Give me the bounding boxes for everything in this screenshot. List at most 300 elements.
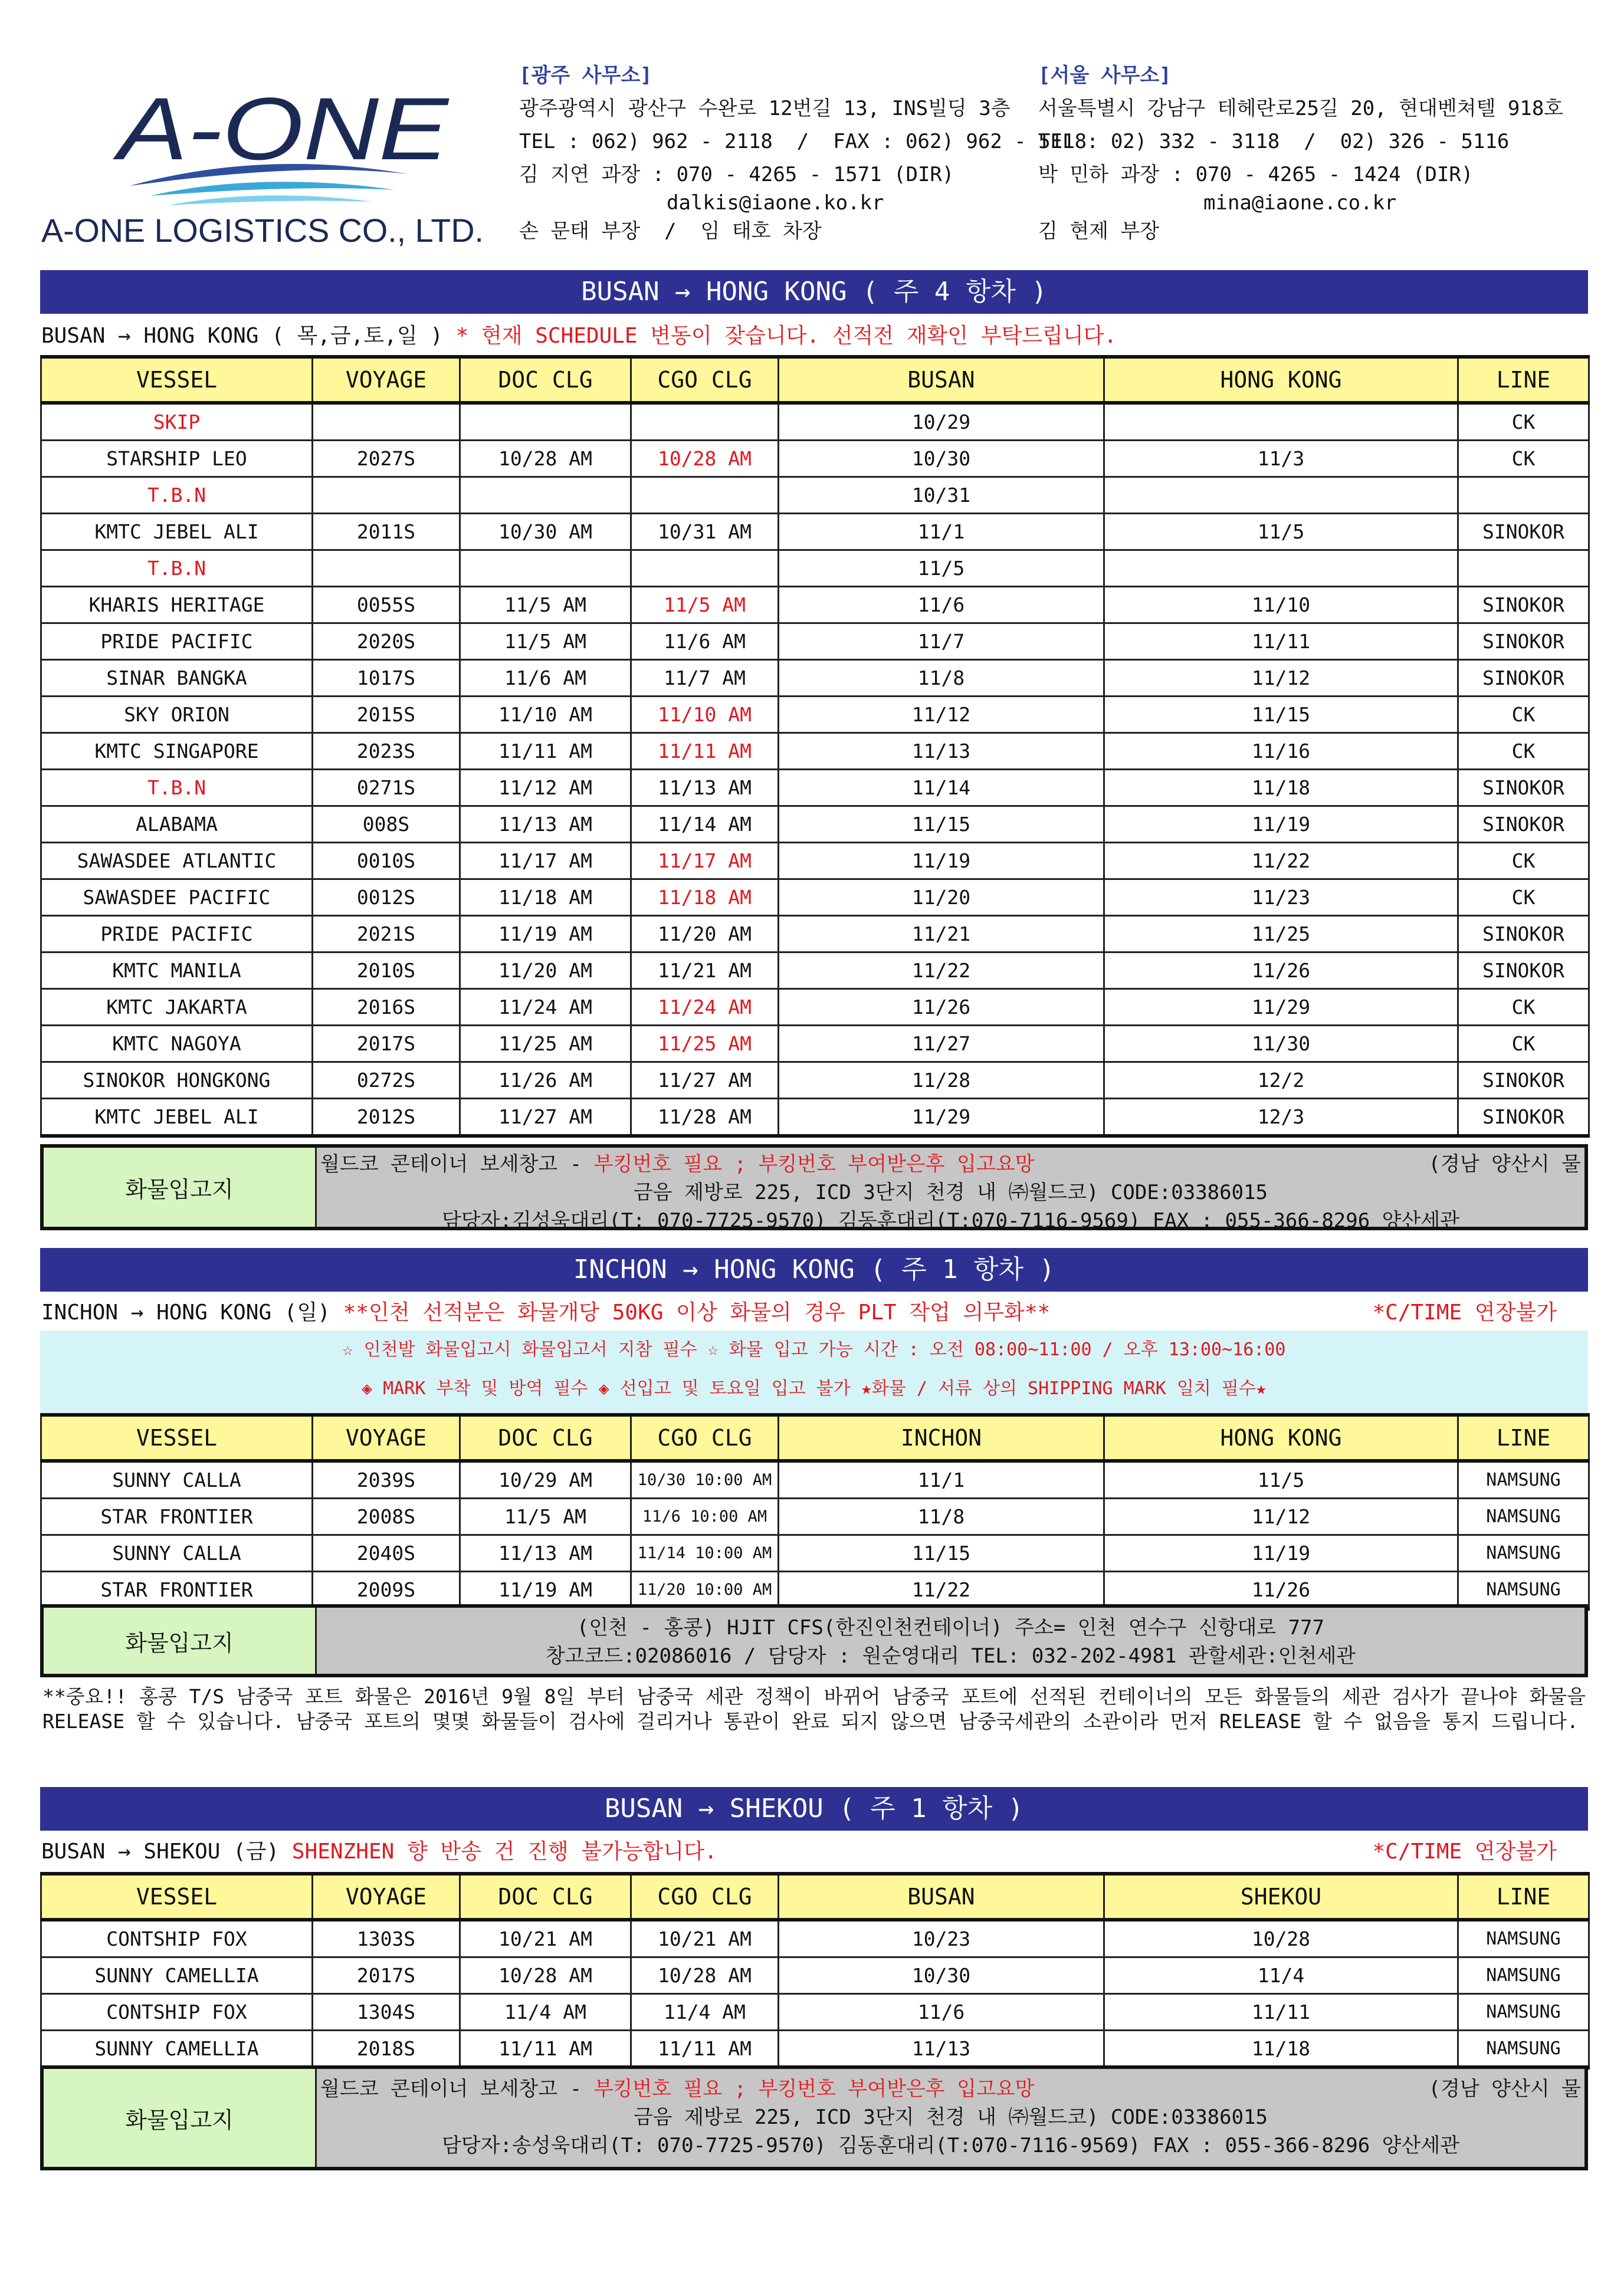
seoul-contact: 박 민하 과장 : 070 - 4265 - 1424 (DIR) (1038, 163, 1474, 186)
schedule-table-busan-hongkong (40, 355, 1590, 1138)
vessel-cell: KMTC JEBEL ALI (41, 1099, 313, 1136)
doc-clg-cell: 11/5 AM (460, 1499, 631, 1535)
table-row (41, 2031, 1589, 2068)
arrival-cell: 12/2 (1104, 1062, 1458, 1099)
vessel-cell: KMTC SINGAPORE (41, 733, 313, 770)
seoul-address: 서울특별시 강남구 테헤란로25길 20, 현대벤쳐텔 918호 (1038, 97, 1564, 120)
vessel-cell: KMTC JAKARTA (41, 989, 313, 1026)
arrival-cell: 11/19 (1104, 1535, 1458, 1572)
line-cell: NAMSUNG (1458, 1461, 1589, 1499)
cgo-clg-header: CGO CLG (631, 357, 779, 403)
line-cell: CK (1458, 441, 1589, 477)
departure-cell: 11/7 (779, 623, 1104, 660)
voyage-cell: 2011S (313, 514, 460, 550)
cgo-clg-cell: 11/14 10:00 AM (631, 1535, 779, 1572)
arrival-port-header: HONG KONG (1104, 357, 1458, 403)
doc-clg-cell (460, 477, 631, 514)
doc-clg-cell: 11/13 AM (460, 1535, 631, 1572)
arrival-cell (1104, 403, 1458, 441)
line-cell: SINOKOR (1458, 806, 1589, 843)
inchon-notes (40, 1331, 1588, 1413)
voyage-cell (313, 550, 460, 587)
vessel-cell: STAR FRONTIER (41, 1572, 313, 1610)
voyage-cell: 2012S (313, 1099, 460, 1136)
doc-clg-cell: 11/25 AM (460, 1026, 631, 1062)
voyage-cell: 1017S (313, 660, 460, 697)
vessel-cell: STARSHIP LEO (41, 441, 313, 477)
line-cell: NAMSUNG (1458, 1994, 1589, 2031)
doc-clg-cell: 10/21 AM (460, 1920, 631, 1957)
warehouse-address-start: (경남 양산시 물 (1428, 1152, 1581, 1176)
departure-port-header: BUSAN (779, 1874, 1104, 1920)
doc-clg-header: DOC CLG (460, 1415, 631, 1461)
gwangju-tel: TEL : 062) 962 - 2118 / FAX : 062) 962 - 5118 (519, 130, 1087, 153)
cgo-clg-cell: 11/11 AM (631, 733, 779, 770)
vessel-cell: SUNNY CAMELLIA (41, 1957, 313, 1994)
line-cell: CK (1458, 403, 1589, 441)
cgo-clg-cell: 10/21 AM (631, 1920, 779, 1957)
vessel-cell: KMTC JEBEL ALI (41, 514, 313, 550)
line-cell: SINOKOR (1458, 916, 1589, 952)
arrival-cell: 11/5 (1104, 514, 1458, 550)
table-row (41, 1099, 1589, 1136)
vessel-cell: SUNNY CAMELLIA (41, 2031, 313, 2068)
table-row (41, 697, 1589, 733)
shenzhen-notice: SHENZHEN 향 반송 건 진행 불가능합니다. (279, 1840, 717, 1864)
departure-cell: 11/19 (779, 843, 1104, 879)
gwangju-office-title: [광주 사무소] (519, 64, 652, 87)
departure-cell: 11/27 (779, 1026, 1104, 1062)
cgo-clg-cell: 11/20 10:00 AM (631, 1572, 779, 1610)
doc-clg-cell (460, 403, 631, 441)
vessel-header: VESSEL (41, 1874, 313, 1920)
line-cell: SINOKOR (1458, 514, 1589, 550)
arrival-cell (1104, 550, 1458, 587)
voyage-cell: 0055S (313, 587, 460, 623)
line-cell: SINOKOR (1458, 587, 1589, 623)
vessel-cell: T.B.N (41, 477, 313, 514)
departure-cell: 11/22 (779, 1572, 1104, 1610)
vessel-cell: SINAR BANGKA (41, 660, 313, 697)
cgo-clg-cell: 11/10 AM (631, 697, 779, 733)
seoul-office (1038, 59, 1563, 248)
gwangju-email[interactable]: dalkis@iaone.ko.kr (667, 191, 884, 215)
arrival-cell: 11/26 (1104, 1572, 1458, 1610)
departure-cell: 11/12 (779, 697, 1104, 733)
departure-cell: 11/8 (779, 660, 1104, 697)
cgo-clg-cell: 10/28 AM (631, 1957, 779, 1994)
voyage-cell: 2009S (313, 1572, 460, 1610)
arrival-cell: 11/23 (1104, 879, 1458, 916)
arrival-port-header: SHEKOU (1104, 1874, 1458, 1920)
vessel-header: VESSEL (41, 357, 313, 403)
cgo-clg-cell (631, 477, 779, 514)
cgo-clg-cell: 10/30 10:00 AM (631, 1461, 779, 1499)
departure-cell: 11/14 (779, 770, 1104, 806)
departure-cell: 11/6 (779, 1994, 1104, 2031)
cgo-clg-cell (631, 550, 779, 587)
vessel-cell: T.B.N (41, 550, 313, 587)
table-row (41, 477, 1589, 514)
doc-clg-cell: 11/26 AM (460, 1062, 631, 1099)
table-row (41, 879, 1589, 916)
voyage-cell: 2040S (313, 1535, 460, 1572)
vessel-cell: PRIDE PACIFIC (41, 623, 313, 660)
arrival-cell: 11/15 (1104, 697, 1458, 733)
ctime-notice: *C/TIME 연장불가 (1372, 1300, 1557, 1325)
section-inchon-hongkong-subline (41, 1298, 1589, 1328)
table-row (41, 1920, 1589, 1957)
line-cell: CK (1458, 1026, 1589, 1062)
doc-clg-cell: 11/10 AM (460, 697, 631, 733)
line-cell: NAMSUNG (1458, 1920, 1589, 1957)
doc-clg-cell: 11/24 AM (460, 989, 631, 1026)
arrival-cell: 11/12 (1104, 1499, 1458, 1535)
doc-clg-cell: 11/19 AM (460, 1572, 631, 1610)
table-row (41, 660, 1589, 697)
table-row (41, 843, 1589, 879)
route-label: INCHON → HONG KONG (일) (41, 1300, 330, 1325)
line-cell: CK (1458, 733, 1589, 770)
doc-clg-cell: 11/27 AM (460, 1099, 631, 1136)
section-busan-shekou-title: BUSAN → SHEKOU ( 주 1 항차 ) (40, 1787, 1588, 1831)
table-row (41, 623, 1589, 660)
vessel-cell: STAR FRONTIER (41, 1499, 313, 1535)
company-name: A-ONE LOGISTICS CO., LTD. (41, 212, 484, 249)
vessel-cell: SKY ORION (41, 697, 313, 733)
table-row (41, 1535, 1589, 1572)
line-cell: SINOKOR (1458, 770, 1589, 806)
vessel-cell: CONTSHIP FOX (41, 1920, 313, 1957)
doc-clg-cell: 10/28 AM (460, 441, 631, 477)
arrival-cell: 11/11 (1104, 1994, 1458, 2031)
company-logo (41, 65, 490, 254)
departure-cell: 10/23 (779, 1920, 1104, 1957)
line-header: LINE (1458, 357, 1589, 403)
inchon-note-2: ◈ MARK 부착 및 방역 필수 ◈ 선입고 및 토요일 입고 불가 ★화물 / 서류 상의 SHIPPING MARK 일치 필수★ (362, 1378, 1267, 1399)
table-row (41, 1026, 1589, 1062)
doc-clg-cell: 11/5 AM (460, 623, 631, 660)
departure-cell: 11/15 (779, 806, 1104, 843)
arrival-cell: 11/11 (1104, 623, 1458, 660)
cgo-clg-cell: 11/28 AM (631, 1099, 779, 1136)
departure-cell: 10/30 (779, 441, 1104, 477)
doc-clg-cell: 11/11 AM (460, 733, 631, 770)
gwangju-office (519, 59, 1087, 248)
cgo-clg-cell: 11/20 AM (631, 916, 779, 952)
voyage-cell: 2018S (313, 2031, 460, 2068)
cgo-clg-cell: 11/5 AM (631, 587, 779, 623)
warehouse-label: 화물입고지 (44, 1148, 317, 1227)
plt-notice: **인천 선적분은 화물개당 50KG 이상 화물의 경우 PLT 작업 의무화** (330, 1300, 1051, 1325)
table-row (41, 403, 1589, 441)
arrival-port-header: HONG KONG (1104, 1415, 1458, 1461)
gwangju-contact: 김 지연 과장 : 070 - 4265 - 1571 (DIR) (519, 163, 954, 186)
vessel-cell: PRIDE PACIFIC (41, 916, 313, 952)
schedule-table-inchon-hongkong (40, 1413, 1590, 1611)
voyage-cell: 2010S (313, 952, 460, 989)
departure-cell: 10/29 (779, 403, 1104, 441)
table-row (41, 1994, 1589, 2031)
arrival-cell: 10/28 (1104, 1920, 1458, 1957)
voyage-cell: 2017S (313, 1957, 460, 1994)
voyage-cell: 0272S (313, 1062, 460, 1099)
table-row (41, 1499, 1589, 1535)
warehouse-contacts: 담당자:김성욱대리(T: 070-7725-9570) 김동훈대리(T:070-7116-9569) FAX : 055-366-8296 양산세관 (441, 1209, 1460, 1233)
departure-port-header: INCHON (779, 1415, 1104, 1461)
table-row (41, 1062, 1589, 1099)
route-label: BUSAN → HONG KONG ( 목,금,토,일 ) (41, 324, 443, 348)
arrival-cell (1104, 477, 1458, 514)
departure-cell: 11/1 (779, 514, 1104, 550)
cgo-clg-cell: 11/24 AM (631, 989, 779, 1026)
voyage-cell: 2008S (313, 1499, 460, 1535)
seoul-email[interactable]: mina@iaone.co.kr (1203, 191, 1397, 215)
cgo-clg-cell: 11/14 AM (631, 806, 779, 843)
cargo-warehouse-inchon-hongkong (40, 1604, 1588, 1677)
vessel-cell: KMTC MANILA (41, 952, 313, 989)
schedule-table-busan-shekou (40, 1872, 1590, 2070)
voyage-cell: 008S (313, 806, 460, 843)
arrival-cell: 11/25 (1104, 916, 1458, 952)
departure-cell: 10/31 (779, 477, 1104, 514)
departure-cell: 11/15 (779, 1535, 1104, 1572)
vessel-cell: SAWASDEE ATLANTIC (41, 843, 313, 879)
line-cell: CK (1458, 989, 1589, 1026)
vessel-cell: SINOKOR HONGKONG (41, 1062, 313, 1099)
departure-cell: 11/20 (779, 879, 1104, 916)
doc-clg-cell: 10/28 AM (460, 1957, 631, 1994)
departure-port-header: BUSAN (779, 357, 1104, 403)
line-cell: SINOKOR (1458, 1099, 1589, 1136)
table-row (41, 550, 1589, 587)
voyage-cell: 0012S (313, 879, 460, 916)
warehouse-contacts: 담당자:송성욱대리(T: 070-7725-9570) 김동훈대리(T:070-7116-9569) FAX : 055-366-8296 양산세관 (441, 2134, 1460, 2157)
departure-cell: 11/8 (779, 1499, 1104, 1535)
departure-cell: 11/5 (779, 550, 1104, 587)
doc-clg-cell: 11/17 AM (460, 843, 631, 879)
warehouse-address: 금음 제방로 225, ICD 3단지 천경 내 ㈜월드코) CODE:03386015 (633, 2106, 1268, 2129)
booking-required-note: 부킹번호 필요 ; 부킹번호 부여받은후 입고요망 (593, 1152, 1035, 1176)
vessel-cell: CONTSHIP FOX (41, 1994, 313, 2031)
table-row (41, 733, 1589, 770)
booking-required-note: 부킹번호 필요 ; 부킹번호 부여받은후 입고요망 (593, 2077, 1035, 2101)
arrival-cell: 11/10 (1104, 587, 1458, 623)
vessel-cell: KHARIS HERITAGE (41, 587, 313, 623)
ctime-notice: *C/TIME 연장불가 (1372, 1840, 1557, 1864)
seoul-tel: TEL : 02) 332 - 3118 / 02) 326 - 5116 (1038, 130, 1510, 153)
line-cell (1458, 550, 1589, 587)
arrival-cell: 12/3 (1104, 1099, 1458, 1136)
cgo-clg-cell: 11/4 AM (631, 1994, 779, 2031)
cgo-clg-cell: 11/6 AM (631, 623, 779, 660)
cgo-clg-header: CGO CLG (631, 1874, 779, 1920)
table-row (41, 989, 1589, 1026)
cgo-clg-header: CGO CLG (631, 1415, 779, 1461)
cgo-clg-cell: 11/11 AM (631, 2031, 779, 2068)
cgo-clg-cell: 11/18 AM (631, 879, 779, 916)
doc-clg-cell: 11/19 AM (460, 916, 631, 952)
voyage-header: VOYAGE (313, 357, 460, 403)
voyage-cell: 0271S (313, 770, 460, 806)
line-cell: CK (1458, 697, 1589, 733)
voyage-cell: 2021S (313, 916, 460, 952)
warehouse-label: 화물입고지 (44, 1608, 317, 1674)
doc-clg-cell: 11/13 AM (460, 806, 631, 843)
vessel-cell: T.B.N (41, 770, 313, 806)
line-cell: NAMSUNG (1458, 1535, 1589, 1572)
section-inchon-hongkong-title: INCHON → HONG KONG ( 주 1 항차 ) (40, 1248, 1588, 1292)
line-cell (1458, 477, 1589, 514)
arrival-cell: 11/5 (1104, 1461, 1458, 1499)
cgo-clg-cell: 11/13 AM (631, 770, 779, 806)
table-row (41, 770, 1589, 806)
line-cell: NAMSUNG (1458, 1499, 1589, 1535)
doc-clg-cell: 11/6 AM (460, 660, 631, 697)
warehouse-address: (인천 - 홍콩) HJIT CFS(한진인천컨테이너) 주소= 인천 연수구 신항대로 777 (576, 1616, 1325, 1640)
arrival-cell: 11/19 (1104, 806, 1458, 843)
departure-cell: 11/13 (779, 2031, 1104, 2068)
departure-cell: 10/30 (779, 1957, 1104, 1994)
arrival-cell: 11/18 (1104, 770, 1458, 806)
vessel-cell: KMTC NAGOYA (41, 1026, 313, 1062)
voyage-cell: 2017S (313, 1026, 460, 1062)
voyage-cell: 2027S (313, 441, 460, 477)
line-cell: NAMSUNG (1458, 2031, 1589, 2068)
voyage-cell: 0010S (313, 843, 460, 879)
departure-cell: 11/1 (779, 1461, 1104, 1499)
arrival-cell: 11/22 (1104, 843, 1458, 879)
table-row (41, 514, 1589, 550)
voyage-cell: 2023S (313, 733, 460, 770)
table-row (41, 806, 1589, 843)
departure-cell: 11/21 (779, 916, 1104, 952)
departure-cell: 11/22 (779, 952, 1104, 989)
warehouse-name: 월드코 콘테이너 보세창고 - (320, 2077, 594, 2101)
cgo-clg-cell: 11/21 AM (631, 952, 779, 989)
voyage-cell (313, 403, 460, 441)
vessel-header: VESSEL (41, 1415, 313, 1461)
seoul-managers: 김 현제 부장 (1038, 219, 1160, 243)
arrival-cell: 11/26 (1104, 952, 1458, 989)
line-cell: SINOKOR (1458, 623, 1589, 660)
voyage-header: VOYAGE (313, 1874, 460, 1920)
warehouse-address: 금음 제방로 225, ICD 3단지 천경 내 ㈜월드코) CODE:03386015 (633, 1181, 1268, 1204)
south-china-customs-notice: **중요!! 홍콩 T/S 남중국 포트 화물은 2016년 9월 8일 부터 남중국 세관 정책이 바뀌어 남중국 포트에 선적된 컨테이너의 모든 화물들의 세관 검사가 끝나야 화물을 RELEASE 할 수 있습니다. 남중국 포트의 몇몇 화물들이 검사에 걸리거나 통관이 완료 되지 않으면 남중국세관의 소관이라 먼저 RELEASE 할 수 없음을 통지 드립니다. (42, 1685, 1586, 1733)
voyage-cell: 1304S (313, 1994, 460, 2031)
doc-clg-header: DOC CLG (460, 357, 631, 403)
gwangju-managers: 손 문태 부장 / 임 태호 차장 (519, 219, 822, 243)
seoul-office-title: [서울 사무소] (1038, 64, 1172, 87)
arrival-cell: 11/4 (1104, 1957, 1458, 1994)
line-cell: NAMSUNG (1458, 1572, 1589, 1610)
table-row (41, 587, 1589, 623)
table-row (41, 1957, 1589, 1994)
table-row (41, 1461, 1589, 1499)
inchon-note-1: ☆ 인천발 화물입고시 화물입고서 지참 필수 ☆ 화물 입고 가능 시간 : 오전 08:00~11:00 / 오후 13:00~16:00 (342, 1339, 1286, 1360)
doc-clg-cell: 11/11 AM (460, 2031, 631, 2068)
vessel-cell: SUNNY CALLA (41, 1535, 313, 1572)
doc-clg-cell: 10/29 AM (460, 1461, 631, 1499)
departure-cell: 11/13 (779, 733, 1104, 770)
warehouse-contacts: 창고코드:02086016 / 담당자 : 원순영대리 TEL: 032-202-4981 관할세관:인천세관 (545, 1644, 1356, 1668)
doc-clg-header: DOC CLG (460, 1874, 631, 1920)
voyage-header: VOYAGE (313, 1415, 460, 1461)
arrival-cell: 11/30 (1104, 1026, 1458, 1062)
cgo-clg-cell: 11/7 AM (631, 660, 779, 697)
gwangju-address: 광주광역시 광산구 수완로 12번길 13, INS빌딩 3층 (519, 97, 1011, 120)
doc-clg-cell: 11/12 AM (460, 770, 631, 806)
voyage-cell: 2016S (313, 989, 460, 1026)
table-row (41, 952, 1589, 989)
departure-cell: 11/26 (779, 989, 1104, 1026)
route-label: BUSAN → SHEKOU (금) (41, 1840, 280, 1864)
section-busan-hongkong-subline (41, 321, 1589, 352)
arrival-cell: 11/29 (1104, 989, 1458, 1026)
doc-clg-cell: 10/30 AM (460, 514, 631, 550)
section-busan-shekou-subline (41, 1837, 1589, 1867)
doc-clg-cell (460, 550, 631, 587)
line-cell: NAMSUNG (1458, 1957, 1589, 1994)
vessel-cell: SKIP (41, 403, 313, 441)
cgo-clg-cell: 11/17 AM (631, 843, 779, 879)
departure-cell: 11/28 (779, 1062, 1104, 1099)
warehouse-address-start: (경남 양산시 물 (1428, 2077, 1581, 2101)
arrival-cell: 11/16 (1104, 733, 1458, 770)
table-row (41, 1572, 1589, 1610)
arrival-cell: 11/12 (1104, 660, 1458, 697)
section-busan-hongkong-title: BUSAN → HONG KONG ( 주 4 항차 ) (40, 270, 1588, 314)
doc-clg-cell: 11/20 AM (460, 952, 631, 989)
cgo-clg-cell: 11/27 AM (631, 1062, 779, 1099)
doc-clg-cell: 11/5 AM (460, 587, 631, 623)
voyage-cell: 2015S (313, 697, 460, 733)
line-cell: CK (1458, 879, 1589, 916)
arrival-cell: 11/18 (1104, 2031, 1458, 2068)
cgo-clg-cell: 10/31 AM (631, 514, 779, 550)
schedule-warning: * 현재 SCHEDULE 변동이 잦습니다. 선적전 재확인 부탁드립니다. (442, 324, 1117, 348)
voyage-cell: 2039S (313, 1461, 460, 1499)
line-cell: SINOKOR (1458, 1062, 1589, 1099)
table-row (41, 916, 1589, 952)
doc-clg-cell: 11/4 AM (460, 1994, 631, 2031)
line-cell: SINOKOR (1458, 660, 1589, 697)
vessel-cell: ALABAMA (41, 806, 313, 843)
voyage-cell: 2020S (313, 623, 460, 660)
logo-wordmark: A-ONE (112, 79, 450, 178)
doc-clg-cell: 11/18 AM (460, 879, 631, 916)
warehouse-label: 화물입고지 (44, 2069, 317, 2167)
cgo-clg-cell: 11/25 AM (631, 1026, 779, 1062)
line-cell: CK (1458, 843, 1589, 879)
table-row (41, 441, 1589, 477)
vessel-cell: SAWASDEE PACIFIC (41, 879, 313, 916)
cgo-clg-cell (631, 403, 779, 441)
voyage-cell: 1303S (313, 1920, 460, 1957)
line-cell: SINOKOR (1458, 952, 1589, 989)
cgo-clg-cell: 11/6 10:00 AM (631, 1499, 779, 1535)
line-header: LINE (1458, 1415, 1589, 1461)
voyage-cell (313, 477, 460, 514)
warehouse-name: 월드코 콘테이너 보세창고 - (320, 1152, 594, 1176)
departure-cell: 11/29 (779, 1099, 1104, 1136)
arrival-cell: 11/3 (1104, 441, 1458, 477)
cgo-clg-cell: 10/28 AM (631, 441, 779, 477)
line-header: LINE (1458, 1874, 1589, 1920)
cargo-warehouse-busan-shekou (40, 2065, 1588, 2170)
departure-cell: 11/6 (779, 587, 1104, 623)
cargo-warehouse-busan-hongkong (40, 1144, 1588, 1233)
